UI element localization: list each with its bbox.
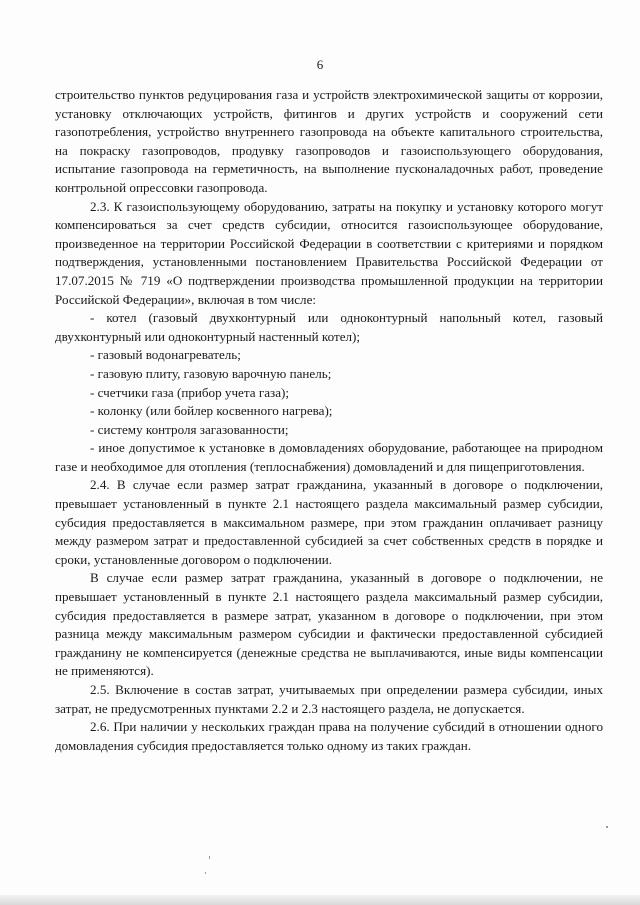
paragraph-2-4: 2.4. В случае если размер затрат гражданина, указанный в договоре о подключении, превышает установленный в пункте 2.1 настоящего раздела максимальный размер субсидии, субсидия предоставляется в максимальном размере, при этом гражданин оплачивает разницу между размером затрат и предоставленной субсидией за счет собственных средств в порядке и сроки, установленные договором о подключении. xyxy=(55,477,603,567)
list-item-gas-meter: - счетчики газа (прибор учета газа); xyxy=(90,384,290,400)
page-number: 6 xyxy=(316,57,324,72)
scan-speck xyxy=(205,872,206,874)
document-body xyxy=(55,86,603,755)
scan-edge-shadow xyxy=(0,895,640,905)
paragraph-2-5: 2.5. Включение в состав затрат, учитываемых при определении размера субсидии, иных затрат, не предусмотренных пунктами 2.2 и 2.3 настоящего раздела, не допускается. xyxy=(55,682,603,716)
paragraph-2-4-continued: В случае если размер затрат гражданина, указанный в договоре о подключении, не превышает установленный в пункте 2.1 настоящего раздела максимальный размер субсидии, субсидия предоставляется в размере затрат, указанном в договоре о подключении, при этом разница между максимальным размером субсидии и фактически предоставленной субсидией гражданину не компенсируется (денежные средства не выплачиваются, иные виды компенсации не применяются). xyxy=(55,570,603,679)
paragraph-continuation: строительство пунктов редуцирования газа и устройств электрохимической защиты от коррозии, установку отключающих устройств, фитингов и других устройств и сооружений сети газопотребления, устройство внутреннего газопровода на объекте капитального строительства, на покраску газопроводов, продувку газопроводов и газоиспользующего оборудования, испытание газопровода на герметичность, на выполнение пусконаладочных работ, проведение контрольной опрессовки газопровода. xyxy=(55,87,603,195)
paragraph-2-3: 2.3. К газоиспользующему оборудованию, затраты на покупку и установку которого могут компенсироваться за счет средств субсидии, относится газоиспользующее оборудование, произведенное на территории Российской Федерации в соответствии с критериями и порядком подтверждения, установленными постановлением Правительства Российской Федерации от 17.07.2015 № 719 «О подтверждении производства промышленной продукции на территории Российской Федерации», включая в том числе: xyxy=(55,198,603,307)
list-item-water-heater: - газовый водонагреватель; xyxy=(90,347,241,363)
scan-speck xyxy=(606,826,608,828)
list-item-other-equipment: - иное допустимое к установке в домовладениях оборудование, работающее на природном газе и необходимое для отопления (теплоснабжения) домовладений и для пищеприготовления. xyxy=(55,440,603,474)
list-item-gas-control: - систему контроля загазованности; xyxy=(90,421,289,437)
list-item-gas-stove: - газовую плиту, газовую варочную панель; xyxy=(90,365,332,381)
scan-speck xyxy=(209,856,210,859)
paragraph-2-6: 2.6. При наличии у нескольких граждан права на получение субсидий в отношении одного домовладения субсидия предоставляется только одному из таких граждан. xyxy=(55,719,603,753)
list-item-boiler: - котел (газовый двухконтурный или одноконтурный напольный котел, газовый двухконтурный или одноконтурный настенный котел); xyxy=(55,310,603,344)
list-item-column: - колонку (или бойлер косвенного нагрева); xyxy=(90,403,333,419)
